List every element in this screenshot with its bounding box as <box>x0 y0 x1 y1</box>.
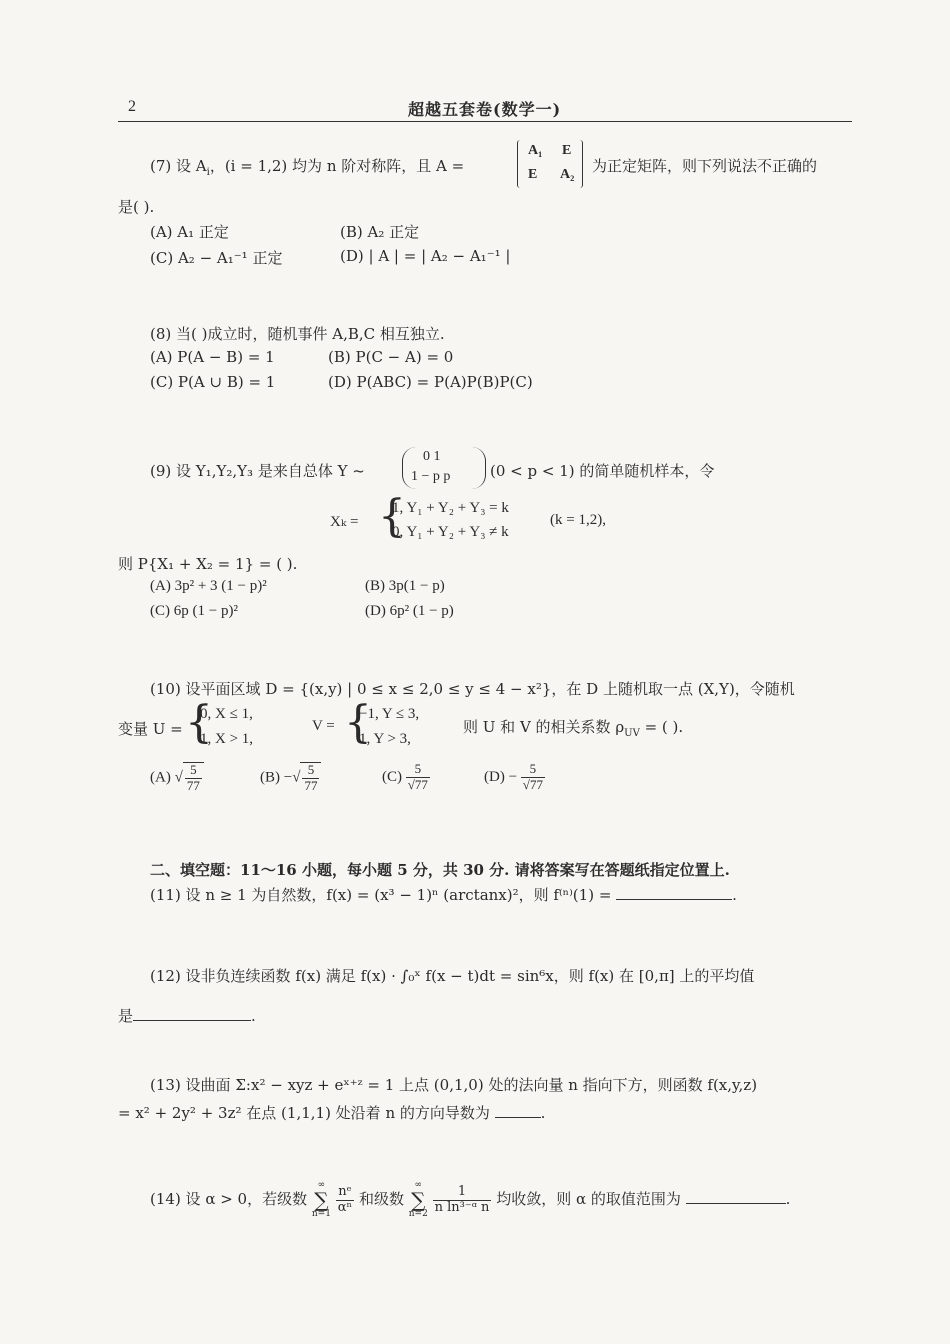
q7-matrix <box>517 140 583 188</box>
q9-case-1: 1, Y₁ + Y₂ + Y₃ = k <box>392 500 509 516</box>
q13-stem-end: = x² + 2y² + 3z² 在点 (1,1,1) 处沿着 n 的方向导数为 . <box>118 1104 546 1122</box>
matrix-cell: E <box>528 167 538 182</box>
q8-stem: (8) 当( )成立时，随机事件 A,B,C 相互独立. <box>150 325 445 343</box>
q14-frac-1: $\frac{\text{nᵉ}}{\text{αⁿ}}$ <box>337 1183 353 1215</box>
dist-probs: 1 − p p <box>411 469 451 484</box>
q9-case-2: 0, Y₁ + Y₂ + Y₃ ≠ k <box>392 524 509 540</box>
matrix-cell: E <box>562 143 572 158</box>
q13-answer-blank[interactable] <box>495 1103 541 1118</box>
q7-stem-tail: 为正定矩阵，则下列说法不正确的 <box>592 157 818 175</box>
q9-stem: (9) 设 Y₁,Y₂,Y₃ 是来自总体 Y ~ <box>150 462 365 480</box>
q10-u-brace: { <box>185 697 213 748</box>
q10-option-b: (B) −√ $\frac{5}{77}$ <box>260 762 321 794</box>
q10-option-a: (A) √ $\frac{5}{77}$ <box>150 762 204 794</box>
q9-distribution <box>402 447 486 489</box>
q10-v-case-2: 1, Y > 3, <box>359 731 411 747</box>
q9-xk-label: Xₖ = <box>330 514 359 530</box>
q10-option-d: (D) − $\frac{5}{√77}$ <box>484 761 543 792</box>
header-rule <box>118 121 852 122</box>
q11-answer-blank[interactable] <box>616 885 732 900</box>
q8-option-a: (A) P(A − B) = 1 <box>150 348 275 366</box>
q12-stem-end: 是 . <box>118 1007 256 1025</box>
q12-stem: (12) 设非负连续函数 f(x) 满足 f(x) · ∫₀ˣ f(x − t)dt = sin⁶x，则 f(x) 在 [0,π] 上的平均值 <box>150 967 755 985</box>
q10-u-case-2: 1, X > 1, <box>200 731 254 747</box>
q9-brace: { <box>378 491 406 542</box>
q7-option-b: (B) A₂ 正定 <box>340 223 420 241</box>
q9-option-c: (C) 6p (1 − p)² <box>150 603 238 619</box>
q14-sum-1: ∞ ∑ n=1 <box>311 1180 331 1219</box>
q14-sum-2: ∞ ∑ n=2 <box>408 1180 428 1219</box>
q10-u-case-1: 0, X ≤ 1, <box>200 706 253 722</box>
q14-stem: (14) 设 α > 0，若级数 ∞ ∑ n=1 $\frac{\text{nᵉ}}{\text{αⁿ}}$ 和级数 ∞ ∑ n=2 $\frac{1}{\text{n ln³⁻ᵅ n}}$ 均收敛，则 α 的取值范围为 . <box>150 1180 791 1219</box>
q7-stem-end: 是( ). <box>118 198 155 216</box>
q10-stem-tail: 则 U 和 V 的相关系数 $\rho_{UV}$ = ( ). <box>463 718 684 739</box>
q10-option-c: (C) $\frac{5}{√77}$ <box>382 761 428 792</box>
q8-option-b: (B) P(C − A) = 0 <box>328 348 454 366</box>
q10-v-case-1: −1, Y ≤ 3, <box>359 706 420 722</box>
q11-stem: (11) 设 n ≥ 1 为自然数，f(x) = (x³ − 1)ⁿ (arctanx)²，则 f⁽ⁿ⁾(1) = . <box>150 886 737 904</box>
q10-stem: (10) 设平面区域 D = {(x,y) | 0 ≤ x ≤ 2,0 ≤ y ≤ 4 − x²}，在 D 上随机取一点 (X,Y)，令随机 <box>150 680 795 698</box>
matrix-cell: A₁ <box>528 143 543 158</box>
q9-k-range: (k = 1,2), <box>550 512 606 528</box>
q10-u-label: 变量 U = <box>118 720 183 738</box>
q14-frac-2: $\frac{1}{\text{n ln³⁻ᵅ n}}$ <box>434 1183 490 1215</box>
q7-option-d: (D) | A | = | A₂ − A₁⁻¹ | <box>340 247 511 265</box>
q12-answer-blank[interactable] <box>133 1006 251 1021</box>
q9-option-d: (D) 6p² (1 − p) <box>365 603 454 619</box>
page-number: 2 <box>128 98 136 115</box>
q7-option-a: (A) A₁ 正定 <box>150 223 229 241</box>
q7-option-c: (C) A₂ − A₁⁻¹ 正定 <box>150 249 283 267</box>
q8-option-c: (C) P(A ∪ B) = 1 <box>150 373 276 391</box>
q8-option-d: (D) P(ABC) = P(A)P(B)P(C) <box>328 373 533 391</box>
matrix-cell: A₂ <box>560 167 575 182</box>
q9-ask: 则 P{X₁ + X₂ = 1} = ( ). <box>118 555 298 573</box>
section-2-heading: 二、填空题：11～16 小题，每小题 5 分，共 30 分. 请将答案写在答题纸指定位置上. <box>150 861 730 879</box>
q9-option-b: (B) 3p(1 − p) <box>365 578 445 594</box>
q9-stem-tail: (0 < p < 1) 的简单随机样本，令 <box>490 462 715 480</box>
q10-v-brace: { <box>344 697 372 748</box>
q10-v-label: V = <box>312 718 335 734</box>
q9-option-a: (A) 3p² + 3 (1 − p)² <box>150 578 267 594</box>
dist-values: 0 1 <box>423 449 441 464</box>
q14-answer-blank[interactable] <box>686 1189 786 1204</box>
q13-stem: (13) 设曲面 Σ:x² − xyz + eˣ⁺ᶻ = 1 上点 (0,1,0) 处的法向量 n 指向下方，则函数 f(x,y,z) <box>150 1076 758 1094</box>
q7-stem: (7) 设 $A_i$，(i = 1,2) 均为 n 阶对称阵，且 A = <box>150 157 465 178</box>
page-title: 超越五套卷(数学一) <box>408 100 562 119</box>
